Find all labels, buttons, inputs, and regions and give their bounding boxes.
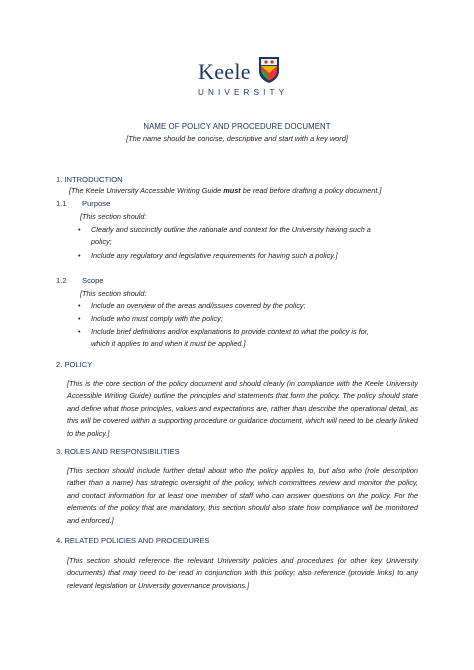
scope-bullet-2-text: Include who must comply with the policy; (91, 314, 223, 323)
scope-bullet-3-line-2: which it applies to and when it must be applied.] (91, 339, 246, 349)
heading-scope-label: Scope (82, 276, 104, 285)
intro-note (69, 185, 381, 197)
scope-bullet-2 (78, 313, 223, 325)
heading-purpose (56, 199, 256, 211)
heading-policy: 2. POLICY (56, 360, 93, 369)
scope-bullet-3 (78, 326, 369, 351)
heading-scope-number: 1.2 (56, 276, 67, 285)
heading-roles: 3. ROLES AND RESPONSIBILITIES (56, 447, 180, 456)
scope-bullet-3-line-1: Include brief definitions and/or explanations to provide context to what the policy is for, (91, 327, 369, 336)
purpose-bullet-2 (78, 250, 338, 262)
related-body: [This section should reference the relevant University policies and procedures (or other key University documents) that may need to be read in conjunction with this policy; also reference (provide links) to any relevant legislation or University governance provisions.] (67, 556, 418, 590)
document-subtitle: [The name should be concise, descriptive and start with a key word] (126, 134, 348, 143)
intro-note-post: be read before drafting a policy document.] (240, 186, 382, 195)
policy-body: [This is the core section of the policy document and should clearly (in compliance with the Keele University Accessible Writing Guide) outline the principles and statements that form the policy. The policy should state and define what those principles, values and expectations are, rather than describe the operational detail, as this will be covered within a supporting procedure or guidance document, which will need to be clearly linked to the policy.] (67, 379, 418, 438)
keele-logo (198, 55, 308, 103)
roles-body: [This section should include further detail about who the policy applies to, but also who (role description rather than a name) has strategic oversight of the policy, which committees review and monitor the policy, and contact information for at least one member of staff who can answer questions on the policy. For the elements of the policy that are mandatory, this section should also state how compliance will be monitored and enforced.] (67, 466, 418, 525)
heading-related: 4. RELATED POLICIES AND PROCEDURES (56, 536, 210, 545)
scope-bullet-1-text: Include an overview of the areas and/issues covered by the policy; (91, 301, 306, 310)
bullet-icon: • (78, 301, 81, 310)
heading-scope (56, 276, 256, 288)
bullet-icon: • (78, 251, 81, 260)
bullet-icon: • (78, 314, 81, 323)
purpose-bullet-1-line-2: policy; (91, 237, 112, 247)
intro-note-bold: must (223, 186, 241, 195)
document-title: NAME OF POLICY AND PROCEDURE DOCUMENT (143, 122, 331, 131)
heading-purpose-number: 1.1 (56, 199, 67, 208)
purpose-bullet-2-text: Include any regulatory and legislative requirements for having such a policy.] (91, 251, 338, 260)
scope-lead: [This section should: (80, 289, 147, 298)
logo-subtitle: UNIVERSITY (198, 88, 289, 97)
purpose-bullet-1-line-1: Clearly and succinctly outline the rationale and context for the University having such a (91, 225, 371, 234)
intro-note-pre: [The Keele University Accessible Writing Guide (69, 186, 224, 195)
bullet-icon: • (78, 327, 81, 336)
heading-purpose-label: Purpose (82, 199, 111, 208)
purpose-lead: [This section should: (80, 212, 147, 221)
bullet-icon: • (78, 225, 81, 234)
purpose-bullet-1 (78, 224, 371, 249)
heading-introduction: 1. INTRODUCTION (56, 175, 123, 184)
scope-bullet-1 (78, 300, 306, 312)
crest-icon (259, 57, 279, 83)
logo-wordmark: Keele (198, 59, 251, 84)
